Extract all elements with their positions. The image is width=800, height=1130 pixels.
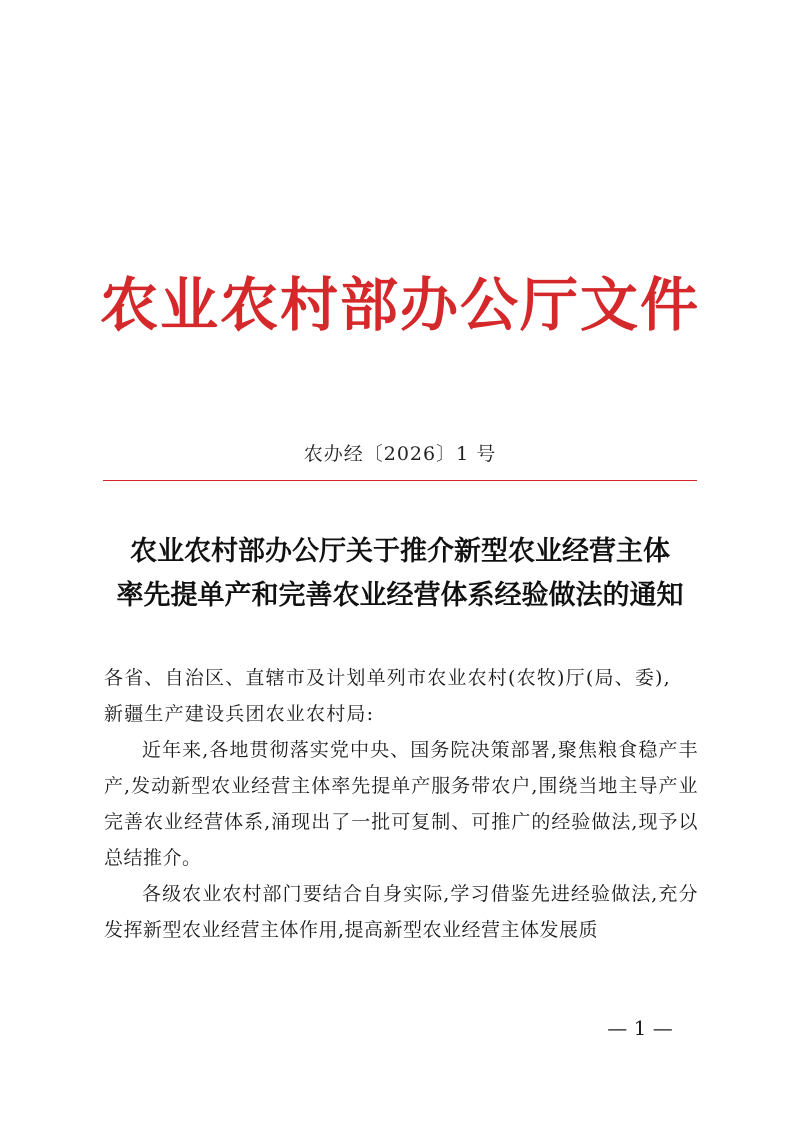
- body-paragraph-2: 各级农业农村部门要结合自身实际,学习借鉴先进经验做法,充分发挥新型农业经营主体作用,提高新型农业经营主体发展质: [104, 883, 698, 941]
- document-number: 农办经〔2026〕1 号: [303, 443, 497, 465]
- page-number: — 1 —: [607, 1016, 673, 1040]
- addressee-line-2: 新疆生产建设兵团农业农村局:: [104, 703, 375, 725]
- red-separator-line: [103, 480, 697, 481]
- addressee-line-1: 各省、自治区、直辖市及计划单列市农业农村(农牧)厅(局、委),: [104, 667, 671, 689]
- document-title-line-1: 农业农村部办公厅关于推介新型农业经营主体: [130, 536, 670, 567]
- body-paragraph-1: 近年来,各地贯彻落实党中央、国务院决策部署,聚焦粮食稳产丰产,发动新型农业经营主体率先提单产服务带农户,围绕当地主导产业完善农业经营体系,涌现出了一批可复制、可推广的经验做法,现予以总结推介。: [104, 739, 698, 869]
- document-title-line-2: 率先提单产和完善农业经营体系经验做法的通知: [116, 580, 684, 611]
- issuing-office-header: 农业农村部办公厅文件: [99, 271, 700, 339]
- document-title: [70, 530, 730, 618]
- document-body: [104, 660, 698, 948]
